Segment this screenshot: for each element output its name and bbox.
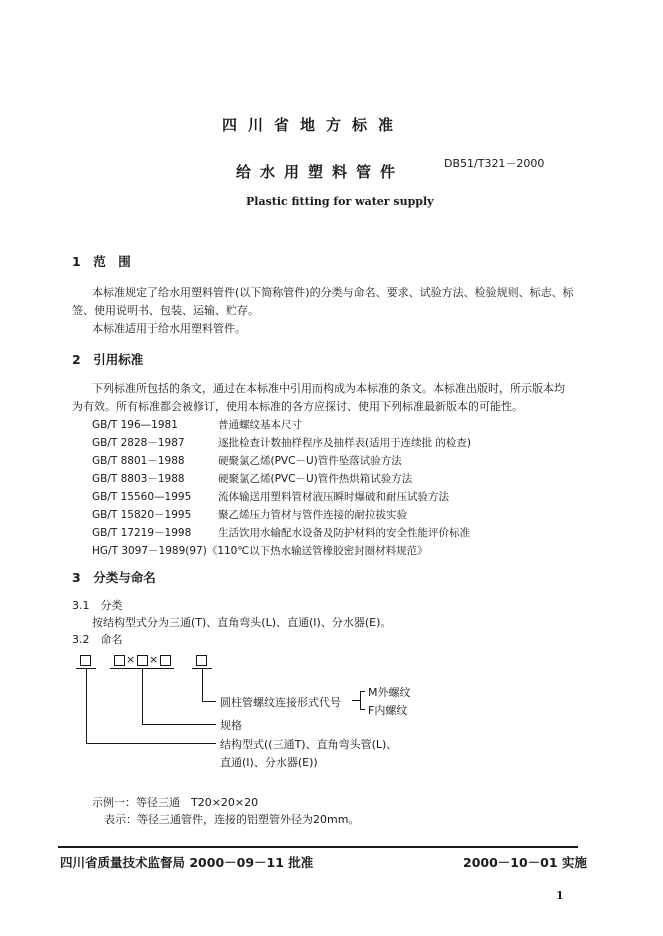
section-1-paragraph-line1: 本标准规定了给水用塑料管件(以下简称管件)的分类与命名、要求、试验方法、检验规则、标志、标 [92,286,574,299]
reference-row [92,417,302,432]
page-number: 1 [556,889,564,902]
reference-title: 聚乙烯压力管材与管件连接的耐拉拔实验 [218,509,407,521]
option-bracket-horizontal [352,700,360,701]
thread-connector-horizontal [202,701,216,702]
structure-label-line1: 结构型式((三通T)、直角弯头管(L)、 [220,738,398,751]
reference-row [92,453,402,468]
reference-row [92,471,412,486]
section-2-intro-line1: 下列标准所包括的条文，通过在本标准中引用而构成为本标准的条文。本标准出版时，所示版本均 [92,382,565,395]
structure-connector-vertical [86,669,87,744]
implementation-date: 2000－10－01 实施 [463,855,587,870]
footer-divider [58,846,578,848]
section-2-intro-line2: 为有效。所有标准都会被修订，使用本标准的各方应探讨、使用下列标准最新版本的可能性。 [72,400,523,413]
reference-code: GB/T 8801－1988 [92,455,185,467]
thread-type-box [196,655,207,666]
spec-box-3 [160,655,171,666]
example-line2: 表示：等径三通管件，连接的铝塑管外径为20mm。 [104,813,360,826]
reference-row [92,507,407,522]
reference-code: GB/T 8803－1988 [92,473,185,485]
reference-title: 硬聚氯乙烯(PVC－U)管件热烘箱试验方法 [218,473,413,485]
option-bracket-bottom [360,709,365,710]
spec-box-1 [114,655,125,666]
standard-code: DB51/T321－2000 [444,157,545,170]
structure-connector-horizontal [86,743,216,744]
reference-code: GB/T 17219－1998 [92,527,192,539]
reference-title: 普通螺纹基本尺寸 [218,419,302,431]
option-bracket-top [360,691,365,692]
section-3-heading: 3 分类与命名 [72,570,156,585]
section-1-paragraph-line2: 签、使用说明书、包装、运输、贮存。 [72,304,259,317]
reference-code: GB/T 15560—1995 [92,491,192,503]
subsection-3-1-heading: 3.1 分类 [72,599,123,612]
internal-thread-option: F内螺纹 [368,704,408,717]
reference-title: 生活饮用水输配水设备及防护材料的安全性能评价标准 [218,527,470,539]
reference-row-last: HG/T 3097－1989(97)《110℃以下热水输送管橡胶密封圈材料规范》 [92,545,428,557]
times-sign: × [126,653,136,666]
english-title: Plastic fitting for water supply [246,195,434,208]
reference-title: 硬聚氯乙烯(PVC－U)管件坠落试验方法 [218,455,402,467]
spec-connector-vertical [142,669,143,725]
reference-code: GB/T 15820－1995 [92,509,192,521]
reference-row [92,435,471,450]
spec-connector-horizontal [142,724,216,725]
example-line1: 示例一：等径三通 T20×20×20 [92,796,259,809]
document-title: 给水用塑料管件 [236,163,405,181]
spec-box-2 [137,655,148,666]
times-sign: × [149,653,159,666]
thread-connector-vertical [202,669,203,702]
reference-code: GB/T 196—1981 [92,419,178,431]
reference-title: 流体输送用塑料管材液压瞬时爆破和耐压试验方法 [218,491,449,503]
structure-code-box [80,655,91,666]
reference-row [92,525,470,540]
reference-title: 逐批检查计数抽样程序及抽样表(适用于连续批 的检查) [218,437,472,449]
subsection-3-1-text: 按结构型式分为三通(T)、直角弯头(L)、直通(I)、分水器(E)。 [92,616,392,629]
section-1-heading: 1 范 围 [72,254,131,269]
approval-statement: 四川省质量技术监督局 2000－09－11 批准 [60,855,314,870]
structure-label-line2: 直通(I)、分水器(E)) [220,756,318,769]
reference-code: GB/T 2828－1987 [92,437,185,449]
spec-label: 规格 [220,719,242,732]
option-bracket-vertical [360,691,361,710]
external-thread-option: M外螺纹 [368,686,411,699]
reference-row [92,489,449,504]
subsection-3-2-heading: 3.2 命名 [72,633,123,646]
section-1-scope-text: 本标准适用于给水用塑料管件。 [92,322,246,335]
standard-category-title: 四川省地方标准 [222,116,405,134]
thread-type-label: 圆柱管螺纹连接形式代号 [220,696,341,709]
section-2-heading: 2 引用标准 [72,352,144,367]
